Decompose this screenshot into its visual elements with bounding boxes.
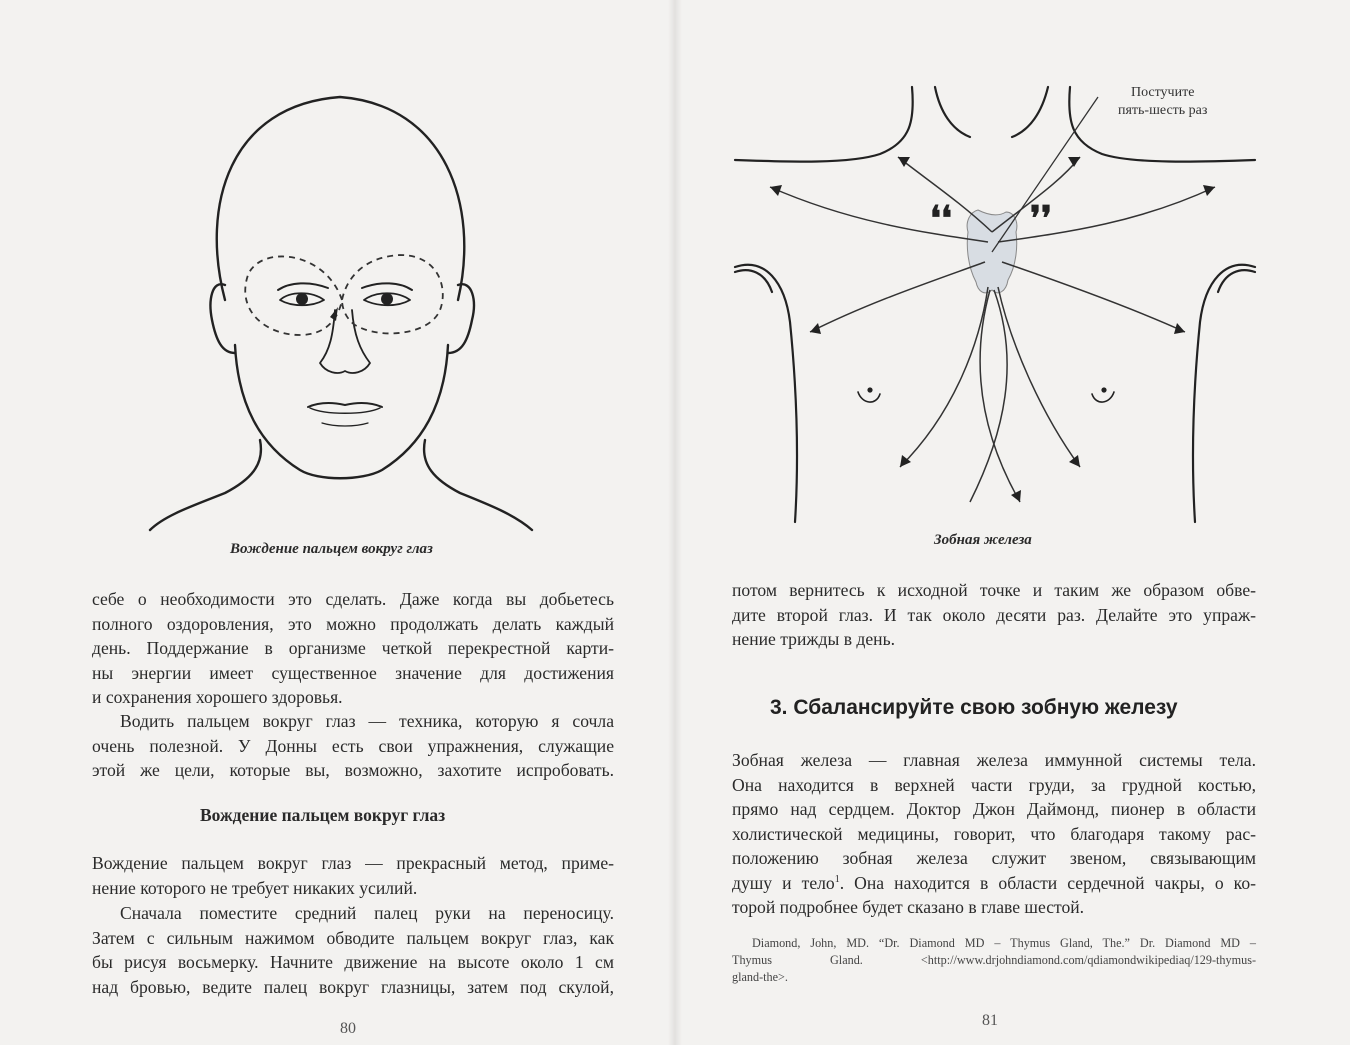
text-line: над бровью, ведите палец вокруг глазницы, затем под скулой, [92,976,614,997]
annotation-line: Постучите [1130,85,1195,100]
text-line: торой подробнее будет сказано в главе шестой. [732,897,1085,917]
text-line: прямо над сердцем. Доктор Джон Даймонд, пионер в области [732,799,1256,819]
left-page [0,0,670,1045]
text-line: нение которого не требует никаких усилий. [92,877,418,898]
text-line: день. Поддержание в организме четкой перекрестной карти- [92,638,614,658]
annotation-line: пять-шесть раз [1118,103,1208,118]
svg-text:❜❜: ❜❜ [1030,201,1052,238]
text-fragment: . Она находится в области сердечной чакры, о ко- [839,872,1256,893]
page-number: 81 [982,1012,998,1029]
text-line: нение трижды в день. [732,629,896,649]
text-line [732,871,1256,896]
text-line: Сначала поместите средний палец руки на переносицу. [120,903,614,923]
footnote-line: Diamond, John, MD. “Dr. Diamond MD – Thymus Gland, The.” Dr. Diamond MD – [752,936,1256,950]
text-line: очень полезной. У Донны есть свои упражнения, служащие [92,735,614,756]
chapter-heading: 3. Сбалансируйте свою зобную железу [770,696,1178,719]
text-line: Зобная железа — главная железа иммунной системы тела. [732,750,1256,770]
text-line: холистической медицины, говорит, что благодаря такому рас- [732,823,1256,844]
figure-caption: Зобная железа [934,532,1032,548]
footnote-line: gland-the>. [732,970,788,984]
text-line: себе о необходимости это сделать. Даже когда вы добьетесь [92,589,614,609]
paragraph [92,851,614,900]
paragraph [92,587,614,710]
paragraph [732,748,1256,920]
text-line: Вождение пальцем вокруг глаз — прекрасный метод, приме- [92,853,614,873]
footnote-ref[interactable]: 1 [834,873,840,885]
text-line: Водить пальцем вокруг глаз — техника, которую я сочла [120,711,614,731]
text-line: этой же цели, которые вы, возможно, захотите испробовать. [92,760,614,780]
text-line: и сохранения хорошего здоровья. [92,687,343,707]
paragraph [92,901,614,999]
thymus-illustration [730,82,1260,527]
section-subheading: Вождение пальцем вокруг глаз [200,805,446,825]
figure-annotation [1118,84,1207,120]
paragraph [92,709,614,783]
text-line: Она находится в верхней части груди, за грудной костью, [732,774,1256,795]
figure-caption: Вождение пальцем вокруг глаз [230,541,433,557]
text-line: полного оздоровления, это можно продолжать делать каждый [92,613,614,634]
footnote-line: Thymus Gland. <http://www.drjohndiamond.com/qdiamondwikipediaq/129-thymus- [732,953,1256,967]
svg-text:❛❛: ❛❛ [930,201,952,238]
text-line: бы рисуя восьмерку. Начните движение на высоте около 1 см [92,952,614,972]
footnote [732,935,1256,986]
text-line: дите второй глаз. И так около десяти раз. Делайте это упраж- [732,604,1256,625]
paragraph [732,578,1256,652]
text-line: потом вернитесь к исходной точке и таким же образом обве- [732,580,1256,600]
text-fragment: душу и тело [732,872,835,893]
text-line: положению зобная железа служит звеном, связывающим [732,848,1256,868]
right-page [680,0,1350,1045]
face-illustration [140,85,540,535]
text-line: Затем с сильным нажимом обводите пальцем вокруг глаз, как [92,927,614,948]
text-line: ны энергии имеет существенное значение для достижения [92,662,614,683]
page-number: 80 [340,1020,356,1037]
